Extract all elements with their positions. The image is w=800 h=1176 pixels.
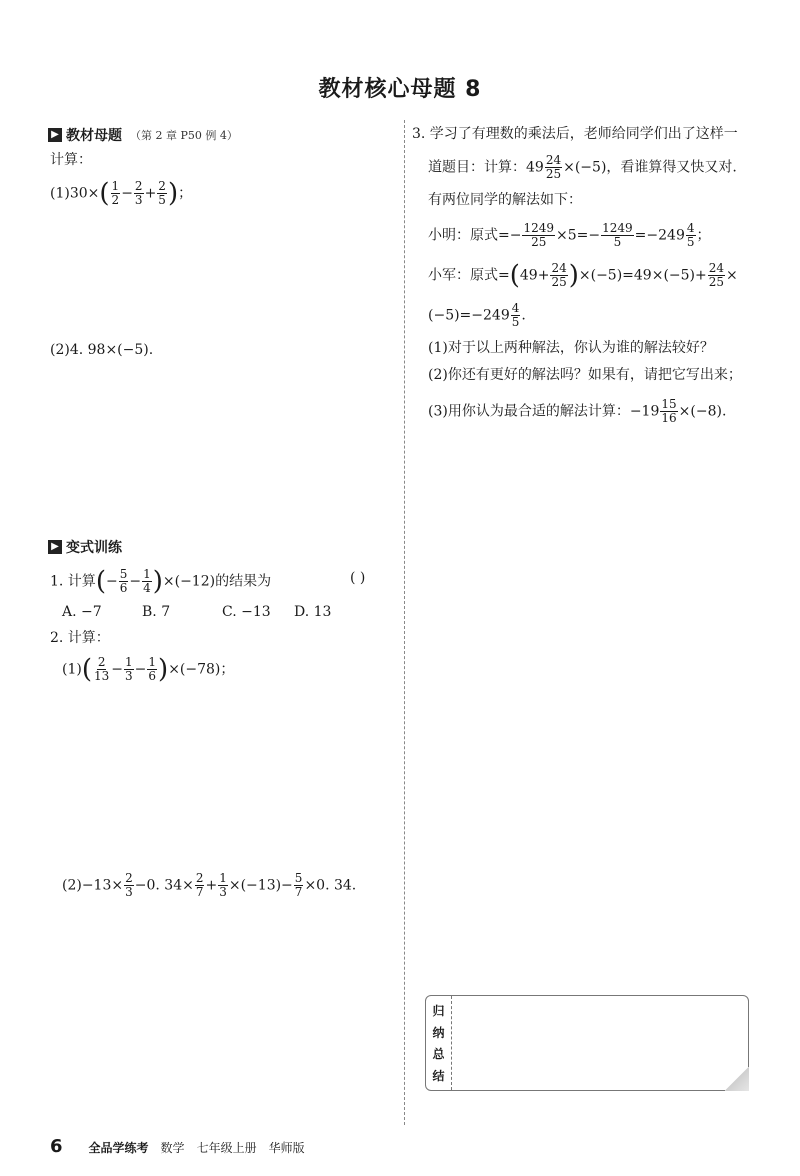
fraction: $\frac{4}{5}$: [511, 301, 520, 329]
xiaojun-solution-line-2: (−5)=−249 $\frac{4}{5}$ .: [428, 301, 526, 329]
question-3-line-3: 有两位同学的解法如下：: [428, 192, 582, 208]
sub-question-3: (3)用你认为最合适的解法计算：−19 $\frac{15}{16}$ ×(−8).: [428, 397, 727, 425]
section-header-textbook-problem: [48, 125, 238, 145]
fraction: $\frac{2}{7}$: [195, 871, 204, 899]
fraction: $\frac{1249}{5}$: [602, 221, 633, 249]
sub-question-1: (1)对于以上两种解法，你认为谁的解法较好？: [428, 340, 714, 356]
subject: 数学: [160, 1141, 185, 1155]
page-curl-decoration: [725, 1067, 749, 1091]
play-arrow-icon: ▶: [48, 540, 62, 554]
section-title: 变式训练: [66, 540, 122, 556]
option-d[interactable]: D. 13: [294, 604, 332, 620]
sub-question-2: (2)你还有更好的解法吗？如果有，请把它写出来；: [428, 367, 742, 383]
variant-question-2-intro: 2. 计算：: [50, 630, 110, 646]
problem-1: (1)30×( $\frac{1}{2}$ − $\frac{2}{3}$ + $\frac{2}{5}$ )；: [50, 178, 193, 209]
question-3-line-2: 道题目：计算：49 $\frac{24}{25}$ ×(−5)，看谁算得又快又对.: [428, 153, 737, 181]
option-b[interactable]: B. 7: [142, 604, 171, 620]
column-divider: [404, 120, 405, 1125]
fraction: $\frac{2}{5}$: [158, 179, 166, 207]
play-arrow-icon: ▶: [48, 128, 62, 142]
summary-box[interactable]: [425, 995, 749, 1091]
fraction: $\frac{24}{25}$: [545, 153, 562, 181]
fraction: $\frac{15}{16}$: [661, 397, 677, 425]
fraction: $\frac{1}{6}$: [148, 655, 157, 683]
xiaojun-solution-line-1: 小军：原式=(49+ $\frac{24}{25}$ )×(−5)=49×(−5)+ $\frac{24}{25}$ ×: [428, 260, 738, 291]
fraction: $\frac{4}{5}$: [686, 221, 695, 249]
option-c[interactable]: C. −13: [222, 604, 271, 620]
section-title: 教材母题: [66, 128, 122, 144]
fraction: $\frac{1}{3}$: [125, 655, 133, 683]
page-title: 教材核心母题 8: [318, 77, 482, 102]
fraction: $\frac{2}{3}$: [134, 179, 143, 207]
answer-blank[interactable]: ( ): [350, 570, 366, 586]
fraction: $\frac{1}{3}$: [219, 871, 227, 899]
grade: 七年级上册: [196, 1141, 257, 1155]
fraction: $\frac{2}{13}$: [94, 655, 110, 683]
problem-2: (2)4. 98×(−5).: [50, 342, 154, 358]
fraction: $\frac{24}{25}$: [551, 261, 567, 289]
section-source: （第 2 章 P50 例 4）: [130, 129, 238, 142]
brand-name: 全品学练考: [88, 1141, 149, 1155]
variant-question-2-2: (2)−13× $\frac{2}{3}$ −0. 34× $\frac{2}{7}$ + $\frac{1}{3}$ ×(−13)− $\frac{5}{7}$ ×0. 34.: [62, 871, 357, 899]
fraction: $\frac{1}{2}$: [111, 179, 120, 207]
edition: 华师版: [268, 1141, 305, 1155]
question-3-line-1: 3. 学习了有理数的乘法后，老师给同学们出了这样一: [412, 126, 738, 142]
answer-options: [62, 602, 331, 622]
fraction: $\frac{1249}{25}$: [523, 221, 555, 249]
page-number: 6: [50, 1136, 63, 1157]
variant-question-2-1: (1)( $\frac{2}{13}$ − $\frac{1}{3}$ − $\frac{1}{6}$ )×(−78)；: [62, 654, 235, 685]
fraction: $\frac{1}{4}$: [143, 567, 151, 595]
fraction: $\frac{5}{7}$: [294, 871, 303, 899]
summary-label: 归 纳 总 结: [426, 996, 452, 1090]
fraction: $\frac{2}{3}$: [125, 871, 133, 899]
page-footer: [50, 1136, 305, 1157]
fraction: $\frac{5}{6}$: [119, 567, 128, 595]
intro-text: 计算：: [50, 152, 92, 168]
variant-question-1: 1. 计算(− $\frac{5}{6}$ − $\frac{1}{4}$ )×(−12)的结果为: [50, 566, 272, 597]
xiaoming-solution: 小明：原式=− $\frac{1249}{25}$ ×5=− $\frac{1249}{5}$ =−249 $\frac{4}{5}$ ；: [428, 221, 711, 249]
fraction: $\frac{24}{25}$: [708, 261, 725, 289]
option-a[interactable]: A. −7: [62, 604, 102, 620]
section-header-variant-training: [48, 537, 122, 557]
